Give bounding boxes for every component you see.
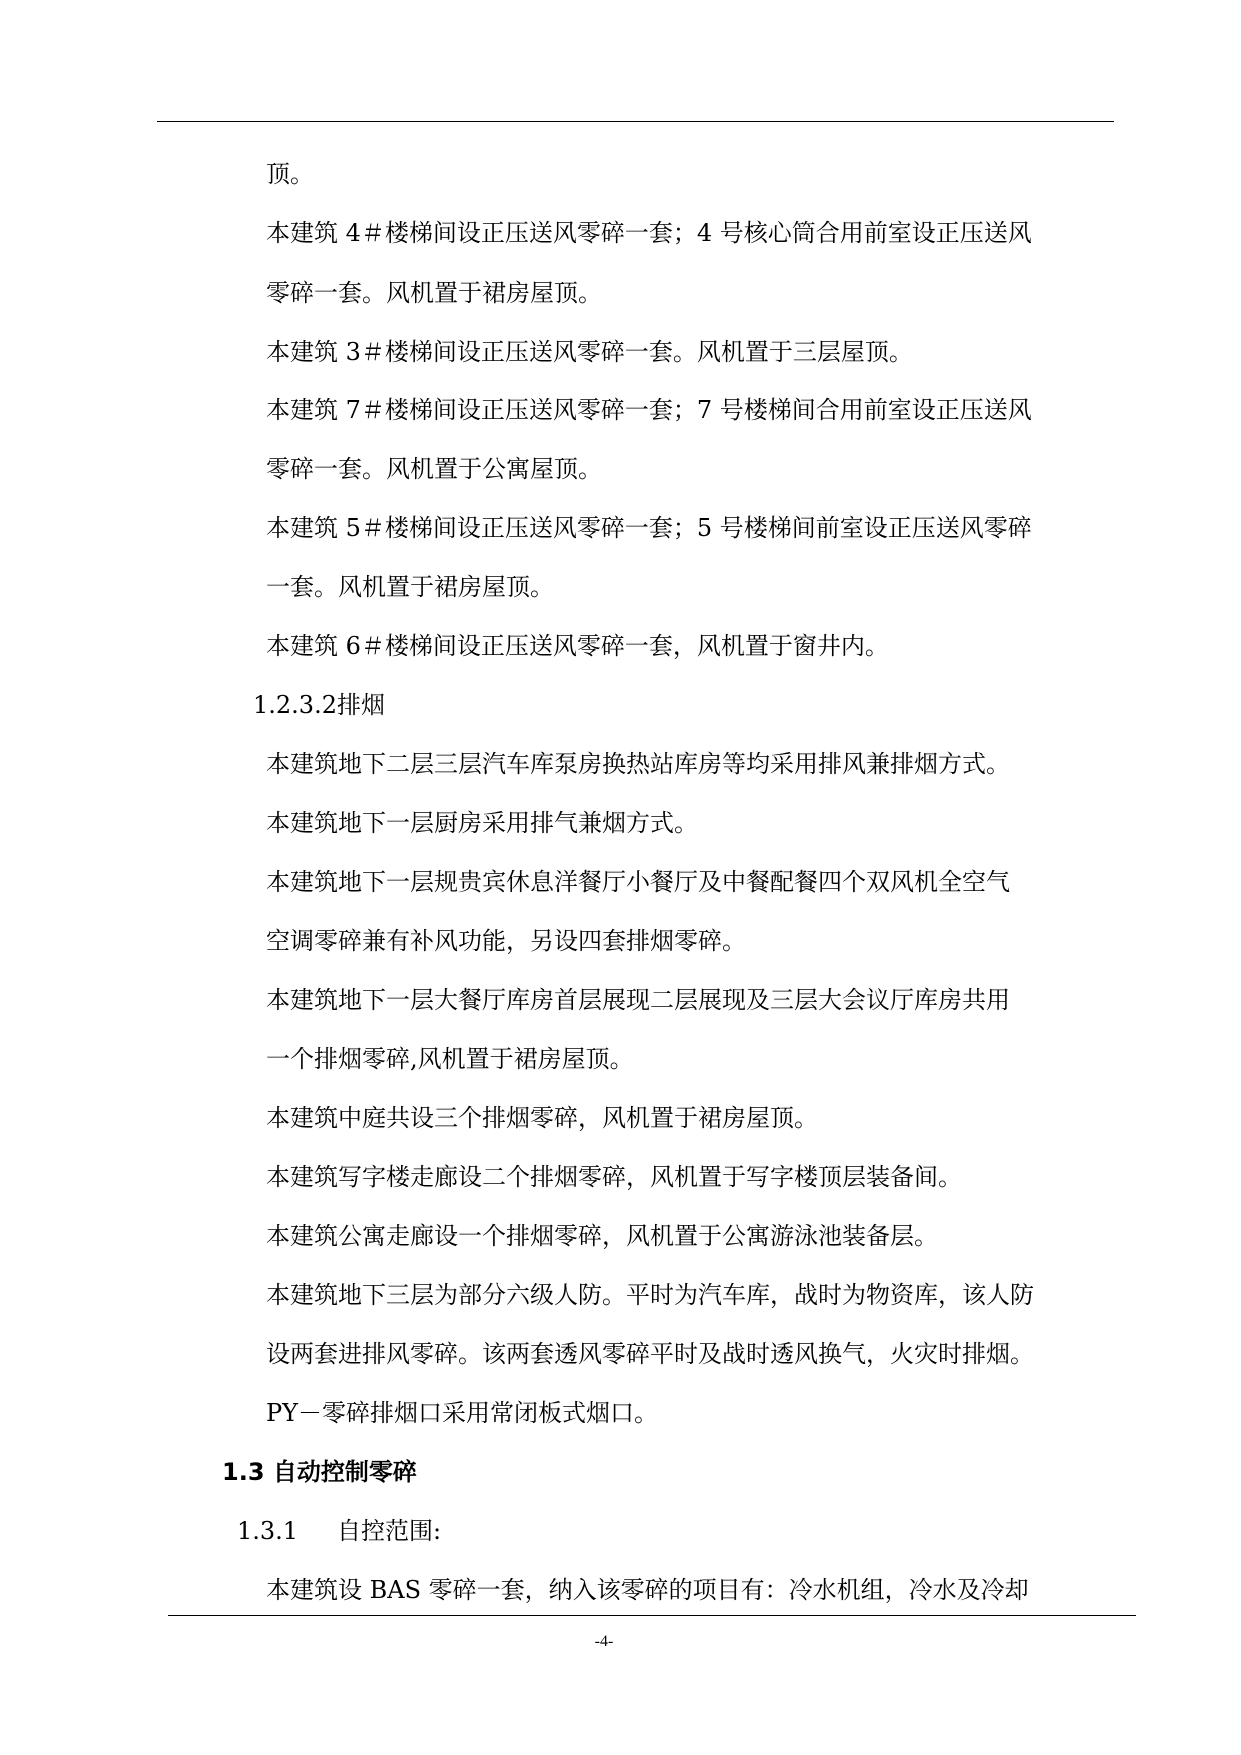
paragraph-line: 本建筑地下三层为部分六级人防。平时为汽车库，战时为物资库，该人防	[266, 1281, 1034, 1309]
paragraph-line: 一个排烟零碎,风机置于裙房屋顶。	[266, 1045, 634, 1073]
subsection-number: 1.3.1	[237, 1517, 299, 1545]
paragraph-line: 本建筑中庭共设三个排烟零碎，风机置于裙房屋顶。	[266, 1104, 818, 1132]
paragraph-line: 本建筑地下一层厨房采用排气兼烟方式。	[266, 809, 698, 837]
paragraph-line: 顶。	[266, 160, 314, 188]
subsection-heading-1-2-3-2: 1.2.3.2排烟	[253, 691, 385, 719]
paragraph-line: 本建筑写字楼走廊设二个排烟零碎，风机置于写字楼顶层装备间。	[266, 1163, 962, 1191]
page-number: -4-	[594, 1633, 614, 1650]
paragraph-line: 本建筑设 BAS 零碎一套，纳入该零碎的项目有：冷水机组，冷水及冷却	[266, 1576, 1029, 1604]
header-rule	[157, 121, 1114, 122]
paragraph-line: 本建筑 7＃楼梯间设正压送风零碎一套；7 号楼梯间合用前室设正压送风	[266, 396, 1032, 424]
paragraph-line: 本建筑 4＃楼梯间设正压送风零碎一套；4 号核心筒合用前室设正压送风	[266, 219, 1032, 247]
paragraph-line: 本建筑地下一层规贵宾休息洋餐厅小餐厅及中餐配餐四个双风机全空气	[266, 868, 1010, 896]
paragraph-line: 本建筑公寓走廊设一个排烟零碎，风机置于公寓游泳池装备层。	[266, 1222, 938, 1250]
paragraph-line: 空调零碎兼有补风功能，另设四套排烟零碎。	[266, 927, 746, 955]
subsection-heading-1-3-1	[237, 1515, 441, 1547]
paragraph-line: 本建筑地下二层三层汽车库泵房换热站库房等均采用排风兼排烟方式。	[266, 750, 1010, 778]
paragraph-line: PY－零碎排烟口采用常闭板式烟口。	[266, 1399, 658, 1427]
paragraph-line: 一套。风机置于裙房屋顶。	[266, 573, 554, 601]
paragraph-line: 本建筑 3＃楼梯间设正压送风零碎一套。风机置于三层屋顶。	[266, 338, 913, 366]
section-heading-1-3: 1.3 自动控制零碎	[222, 1458, 417, 1486]
paragraph-line: 零碎一套。风机置于公寓屋顶。	[266, 455, 602, 483]
paragraph-line: 本建筑地下一层大餐厅库房首层展现二层展现及三层大会议厅库房共用	[266, 986, 1010, 1014]
footer-rule	[168, 1615, 1136, 1616]
paragraph-line: 本建筑 6＃楼梯间设正压送风零碎一套，风机置于窗井内。	[266, 632, 889, 660]
subsection-title: 自控范围:	[337, 1517, 442, 1545]
paragraph-line: 设两套进排风零碎。该两套透风零碎平时及战时透风换气，火灾时排烟。	[266, 1340, 1034, 1368]
paragraph-line: 零碎一套。风机置于裙房屋顶。	[266, 279, 602, 307]
paragraph-line: 本建筑 5＃楼梯间设正压送风零碎一套；5 号楼梯间前室设正压送风零碎	[266, 514, 1032, 542]
